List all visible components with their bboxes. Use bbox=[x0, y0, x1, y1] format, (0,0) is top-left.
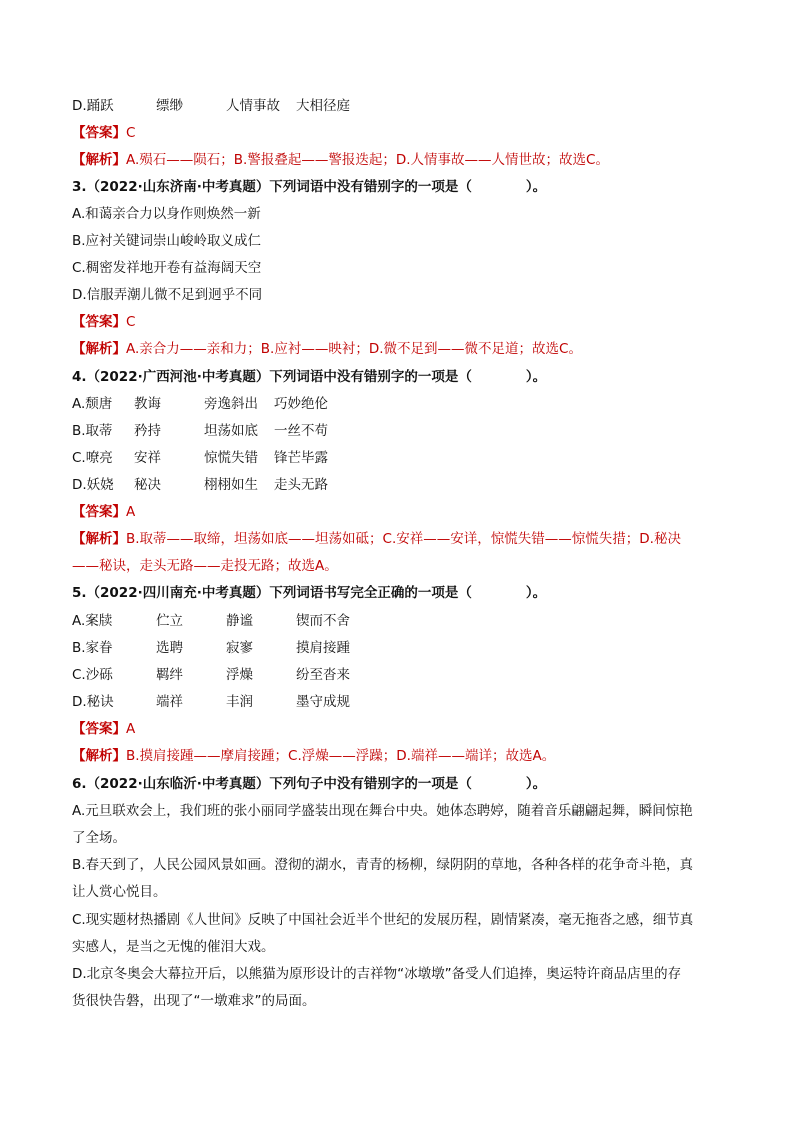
question-4-title: 4.（2022·广西河池·中考真题）下列词语中没有错别字的一项是（ ）。 bbox=[72, 369, 547, 385]
question-4-explanation-cont: ——秘诀，走头无路——走投无路；故选A。 bbox=[72, 558, 338, 574]
option-word: 教诲 bbox=[134, 396, 161, 412]
option-word: 矜持 bbox=[134, 423, 161, 439]
answer-tag: 【答案】 bbox=[72, 125, 126, 141]
option-word: 走头无路 bbox=[274, 477, 328, 493]
option-word: 端祥 bbox=[156, 694, 183, 710]
prev-explanation bbox=[72, 151, 734, 169]
answer-value: C bbox=[126, 125, 136, 141]
question-5-option-c bbox=[72, 666, 734, 684]
question-5-option-a bbox=[72, 612, 734, 630]
question-3-option-d: D.信服弄潮儿微不足到迥乎不同 bbox=[72, 287, 263, 303]
option-word: 选聘 bbox=[156, 640, 183, 656]
option-word: 坦荡如底 bbox=[204, 423, 258, 439]
option-word: D.踊跃 bbox=[72, 98, 114, 114]
option-word: 浮燥 bbox=[226, 667, 253, 683]
option-word: 摸肩接踵 bbox=[296, 640, 350, 656]
explanation-tag: 【解析】 bbox=[72, 531, 126, 547]
question-6-option-c: C.现实题材热播剧《人世间》反映了中国社会近半个世纪的发展历程，剧情紧凑，毫无拖沓之感，细节真 bbox=[72, 912, 694, 928]
option-word: 栩栩如生 bbox=[204, 477, 258, 493]
question-6-option-b-cont: 让人赏心悦目。 bbox=[72, 884, 167, 900]
question-4-explanation bbox=[72, 530, 734, 548]
question-3-answer bbox=[72, 313, 734, 331]
option-word: 锲而不舍 bbox=[296, 613, 350, 629]
option-word: 一丝不苟 bbox=[274, 423, 328, 439]
question-5-answer bbox=[72, 720, 734, 738]
option-word: C.沙砾 bbox=[72, 667, 113, 683]
explanation-tag: 【解析】 bbox=[72, 748, 126, 764]
question-3-option-c: C.稠密发祥地开卷有益海阔天空 bbox=[72, 260, 262, 276]
option-word: 惊慌失错 bbox=[204, 450, 258, 466]
option-word: 缥缈 bbox=[156, 98, 183, 114]
explanation-text: A.亲合力——亲和力；B.应衬——映衬；D.微不足到——微不足道；故选C。 bbox=[126, 341, 582, 357]
prev-answer bbox=[72, 124, 734, 142]
option-word: A.颓唐 bbox=[72, 396, 113, 412]
answer-tag: 【答案】 bbox=[72, 721, 126, 737]
option-word: 墨守成规 bbox=[296, 694, 350, 710]
option-word: B.家眷 bbox=[72, 640, 113, 656]
option-word: 巧妙绝伦 bbox=[274, 396, 328, 412]
option-word: 羁绊 bbox=[156, 667, 183, 683]
question-5-explanation bbox=[72, 747, 734, 765]
answer-value: C bbox=[126, 314, 136, 330]
question-6-title: 6.（2022·山东临沂·中考真题）下列句子中没有错别字的一项是（ ）。 bbox=[72, 776, 547, 792]
option-word: C.嘹亮 bbox=[72, 450, 113, 466]
answer-tag: 【答案】 bbox=[72, 504, 126, 520]
option-word: B.取蒂 bbox=[72, 423, 113, 439]
question-3-option-a: A.和蔼亲合力以身作则焕然一新 bbox=[72, 206, 261, 222]
option-word: 旁逸斜出 bbox=[204, 396, 258, 412]
question-4-answer bbox=[72, 503, 734, 521]
option-word: 伫立 bbox=[156, 613, 183, 629]
option-word: 丰润 bbox=[226, 694, 253, 710]
question-4-option-d bbox=[72, 476, 734, 494]
option-word: 静谧 bbox=[226, 613, 253, 629]
option-word: 寂寥 bbox=[226, 640, 253, 656]
answer-value: A bbox=[126, 504, 136, 520]
option-word: 秘决 bbox=[134, 477, 161, 493]
question-4-option-a bbox=[72, 395, 734, 413]
question-6-option-a-cont: 了全场。 bbox=[72, 830, 126, 846]
question-6-option-c-cont: 实感人，是当之无愧的催泪大戏。 bbox=[72, 939, 275, 955]
question-3-title: 3.（2022·山东济南·中考真题）下列词语中没有错别字的一项是（ ）。 bbox=[72, 179, 547, 195]
question-6-option-a: A.元旦联欢会上，我们班的张小丽同学盛装出现在舞台中央。她体态聘婷，随着音乐翩翩起舞，瞬间惊艳 bbox=[72, 803, 693, 819]
option-word: D.妖娆 bbox=[72, 477, 114, 493]
question-3-option-b: B.应衬关键词崇山峻岭取义成仁 bbox=[72, 233, 262, 249]
question-6-option-d-cont: 货很快告磐，出现了“一墩难求”的局面。 bbox=[72, 993, 316, 1009]
answer-value: A bbox=[126, 721, 136, 737]
answer-tag: 【答案】 bbox=[72, 314, 126, 330]
question-5-title: 5.（2022·四川南充·中考真题）下列词语书写完全正确的一项是（ ）。 bbox=[72, 585, 547, 601]
question-6-option-b: B.春天到了，人民公园风景如画。澄彻的湖水，青青的杨柳，绿阴阴的草地，各种各样的花争奇斗艳，真 bbox=[72, 857, 694, 873]
option-word: 安祥 bbox=[134, 450, 161, 466]
option-word: 锋芒毕露 bbox=[274, 450, 328, 466]
question-3-explanation bbox=[72, 340, 734, 358]
explanation-text: A.殒石——陨石；B.警报叠起——警报迭起；D.人情事故——人情世故；故选C。 bbox=[126, 152, 609, 168]
option-word: A.案牍 bbox=[72, 613, 113, 629]
explanation-text: B.摸肩接踵——摩肩接踵；C.浮燥——浮躁；D.端祥——端详；故选A。 bbox=[126, 748, 556, 764]
question-5-option-d bbox=[72, 693, 734, 711]
option-word: 纷至沓来 bbox=[296, 667, 350, 683]
question-4-option-c bbox=[72, 449, 734, 467]
explanation-tag: 【解析】 bbox=[72, 341, 126, 357]
option-word: D.秘诀 bbox=[72, 694, 114, 710]
question-5-option-b bbox=[72, 639, 734, 657]
option-word: 大相径庭 bbox=[296, 98, 350, 114]
prev-option-d bbox=[72, 97, 734, 115]
question-4-option-b bbox=[72, 422, 734, 440]
explanation-text: B.取蒂——取缔，坦荡如底——坦荡如砥；C.安祥——安详，惊慌失错——惊慌失措；D.秘决 bbox=[126, 531, 681, 547]
explanation-tag: 【解析】 bbox=[72, 152, 126, 168]
question-6-option-d: D.北京冬奥会大幕拉开后，以熊猫为原形设计的吉祥物“冰墩墩”备受人们追捧，奥运特许商品店里的存 bbox=[72, 966, 682, 982]
option-word: 人情事故 bbox=[226, 98, 280, 114]
